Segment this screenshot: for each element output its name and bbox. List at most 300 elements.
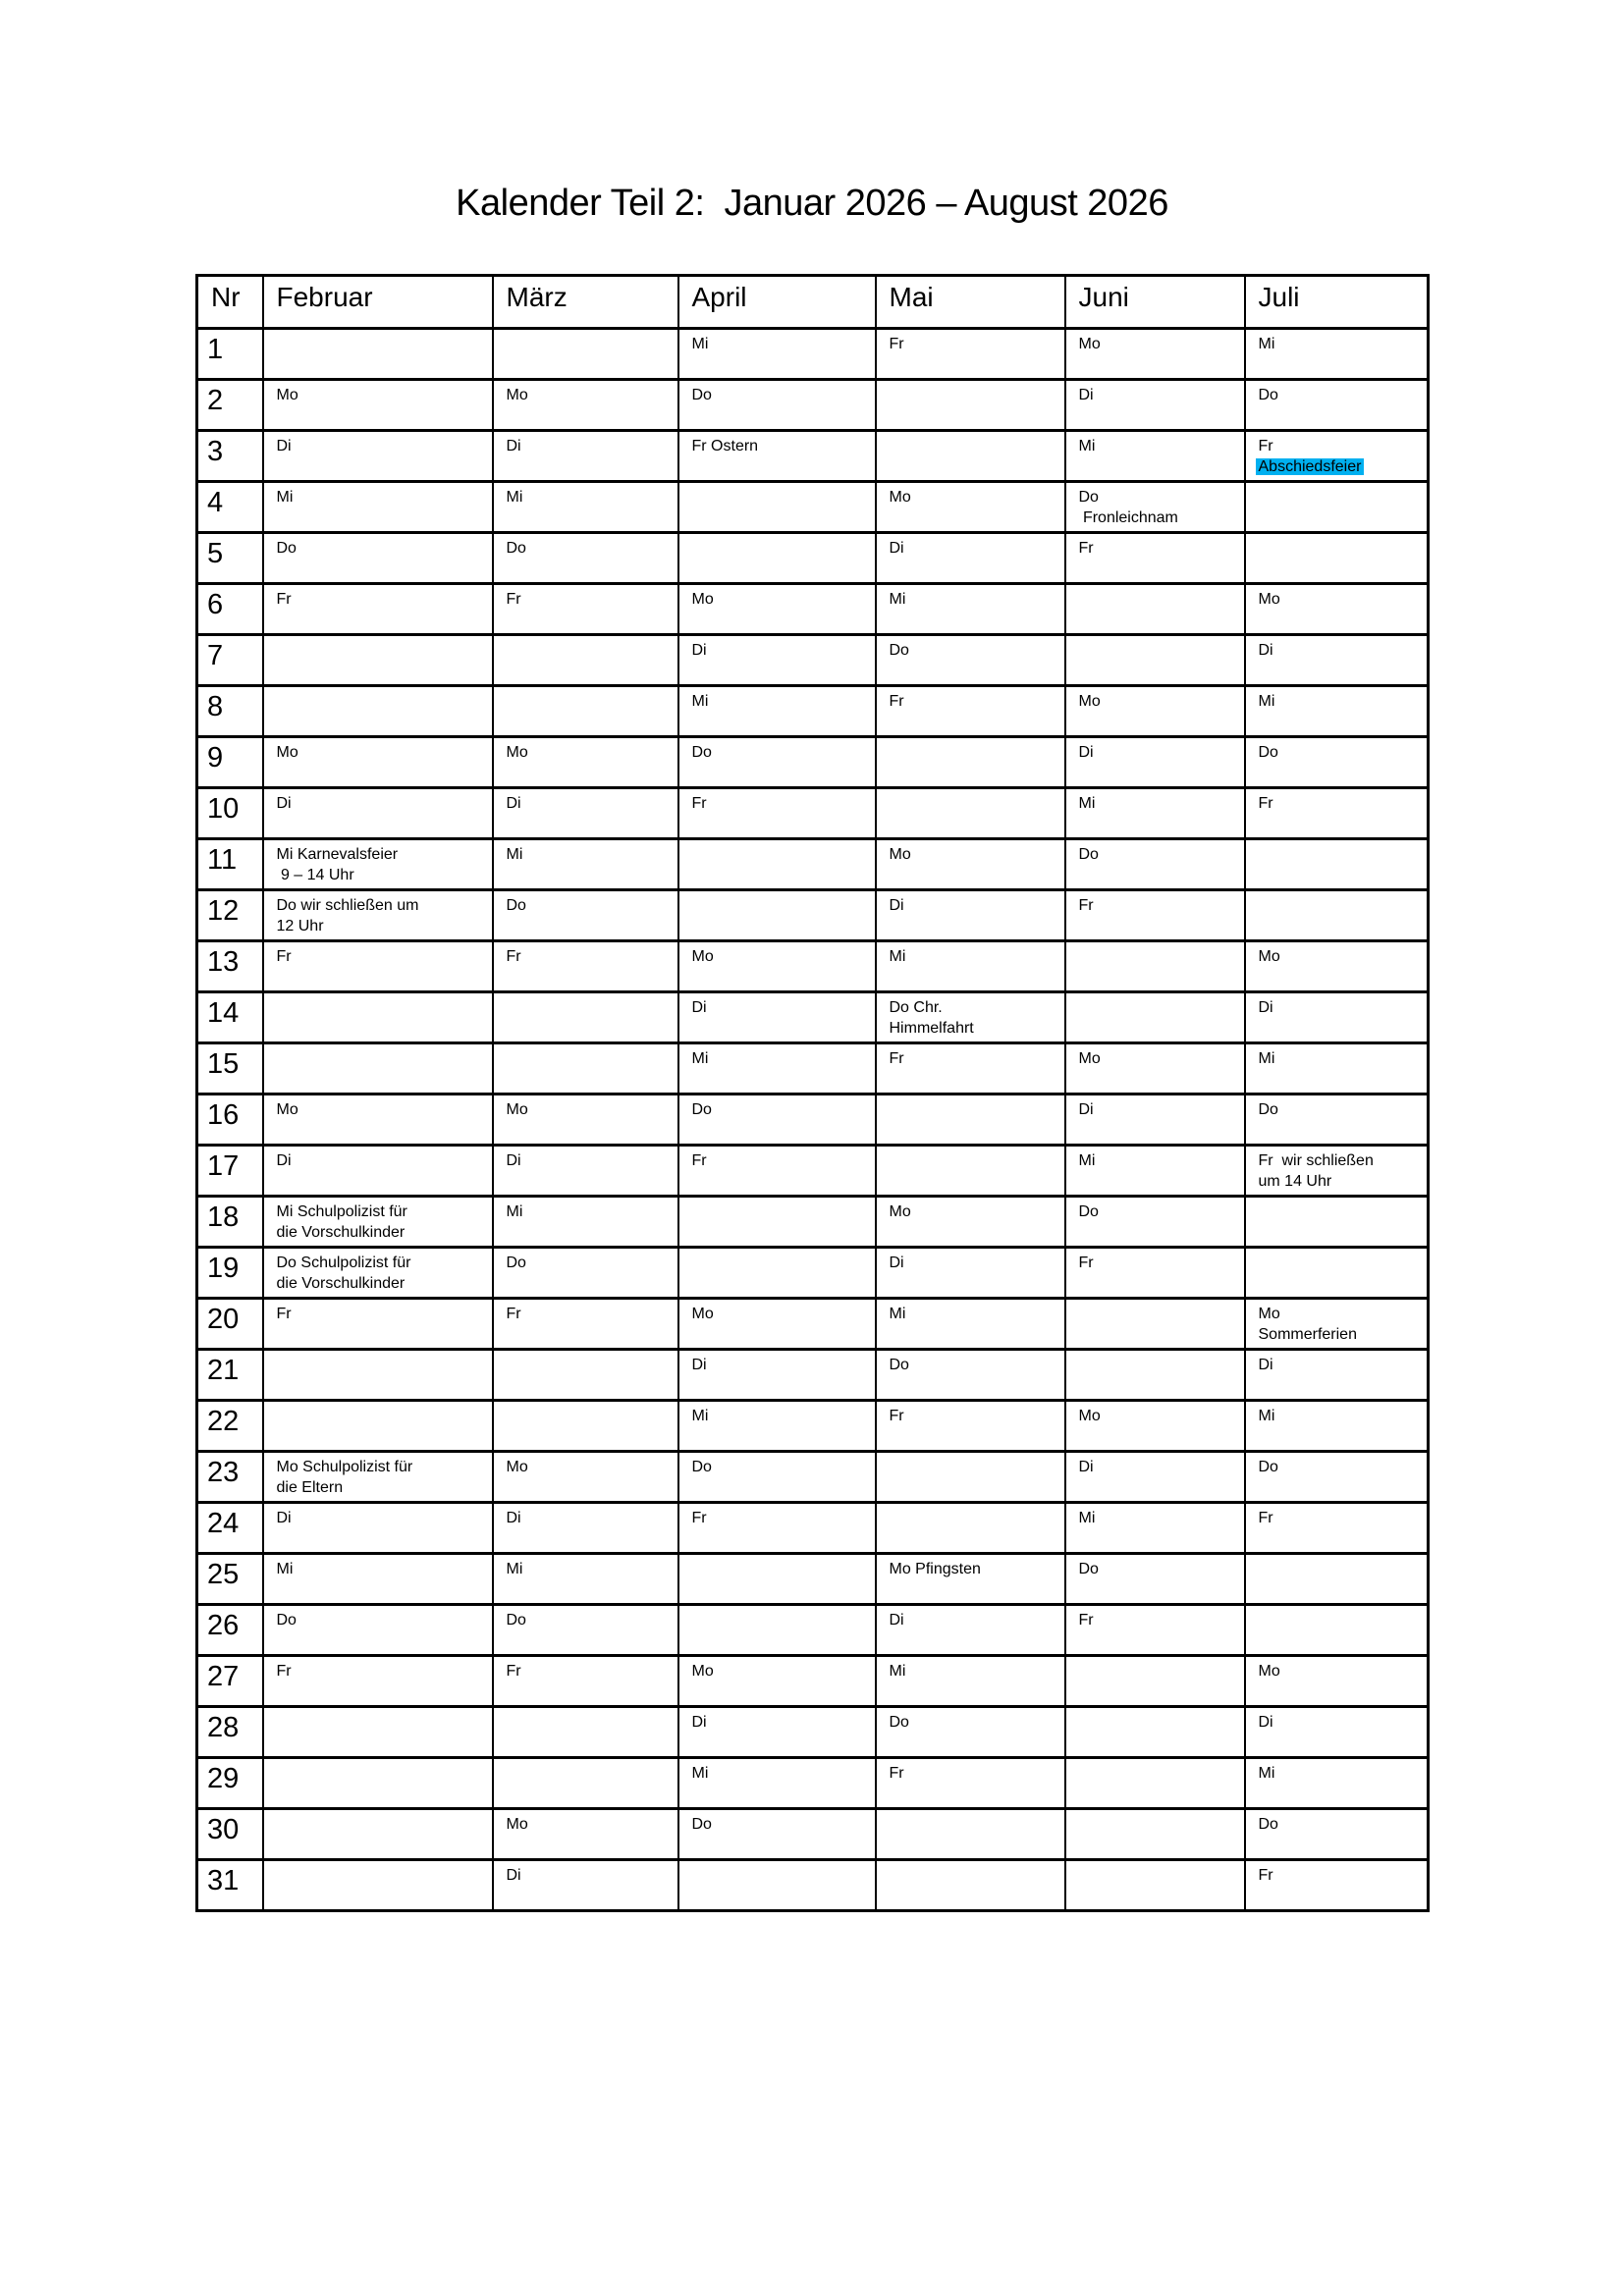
- day-cell-text: Mi: [1078, 438, 1096, 454]
- day-cell: [1065, 890, 1245, 941]
- day-cell: [876, 1248, 1065, 1299]
- day-cell: [1245, 1299, 1429, 1350]
- day-cell: [1065, 1095, 1245, 1146]
- day-cell-text: Di: [691, 642, 707, 659]
- table-row: [197, 1043, 1429, 1095]
- column-header-april: April: [678, 276, 876, 329]
- day-cell: [678, 431, 876, 482]
- day-cell: [1065, 1043, 1245, 1095]
- day-cell: [493, 482, 678, 533]
- day-cell-text: um 14 Uhr: [1258, 1173, 1332, 1190]
- day-cell: [678, 533, 876, 584]
- day-cell: [493, 890, 678, 941]
- day-cell: [1245, 788, 1429, 839]
- day-cell-text: Mi: [1258, 1408, 1275, 1424]
- day-cell-text: Do: [1258, 1101, 1278, 1118]
- day-cell-text: Mo: [506, 387, 528, 403]
- day-cell: [493, 431, 678, 482]
- day-cell: [1065, 1503, 1245, 1554]
- day-cell: [1065, 788, 1245, 839]
- day-cell-text: Do: [691, 387, 712, 403]
- row-number: 19: [197, 1248, 263, 1299]
- day-cell: [1245, 941, 1429, 992]
- day-cell: [678, 380, 876, 431]
- day-cell: [678, 839, 876, 890]
- day-cell: [678, 1095, 876, 1146]
- day-cell: [1245, 839, 1429, 890]
- day-cell-text: Di: [276, 1152, 292, 1169]
- column-header-maerz: März: [493, 276, 678, 329]
- day-cell-text: Mo Schulpolizist für: [276, 1459, 413, 1475]
- day-cell-text: Mi: [506, 1561, 523, 1577]
- day-cell: [493, 737, 678, 788]
- day-cell-text: Mo: [1078, 693, 1101, 710]
- column-header-mai: Mai: [876, 276, 1065, 329]
- day-cell-text: Do: [1258, 1459, 1278, 1475]
- day-cell: [1245, 431, 1429, 482]
- row-number: 6: [197, 584, 263, 635]
- row-number: 16: [197, 1095, 263, 1146]
- day-cell: [876, 1452, 1065, 1503]
- day-cell-text: Fr: [1258, 1510, 1273, 1526]
- day-cell: [1245, 1401, 1429, 1452]
- day-cell: [493, 1656, 678, 1707]
- day-cell: [263, 1299, 493, 1350]
- table-row: [197, 1605, 1429, 1656]
- day-cell-text: Mo: [276, 387, 298, 403]
- day-cell: [1065, 431, 1245, 482]
- day-cell-text: Mi: [276, 489, 294, 506]
- day-cell: [1065, 584, 1245, 635]
- day-cell: [1065, 737, 1245, 788]
- table-row: [197, 431, 1429, 482]
- day-cell: [1245, 890, 1429, 941]
- day-cell: [678, 1401, 876, 1452]
- day-cell-text: Fr: [276, 1663, 292, 1680]
- day-cell: [1065, 1248, 1245, 1299]
- day-cell-text: Di: [506, 1867, 521, 1884]
- day-cell: [678, 1350, 876, 1401]
- day-cell: [263, 1758, 493, 1809]
- day-cell-text: [1259, 456, 1426, 477]
- day-cell: [493, 1043, 678, 1095]
- day-cell-text: Mi: [691, 1050, 709, 1067]
- day-cell: [876, 329, 1065, 380]
- day-cell-text: Di: [1078, 744, 1094, 761]
- day-cell: [263, 686, 493, 737]
- day-cell: [1065, 1656, 1245, 1707]
- day-cell: [263, 941, 493, 992]
- table-row: [197, 686, 1429, 737]
- header-row: [197, 276, 1429, 329]
- page-title: Kalender Teil 2: Januar 2026 – August 2026: [456, 183, 1168, 224]
- day-cell: [678, 1554, 876, 1605]
- day-cell: [1245, 533, 1429, 584]
- day-cell: [493, 1452, 678, 1503]
- day-cell-text: Do: [1258, 744, 1278, 761]
- day-cell-text: Mo: [506, 1459, 528, 1475]
- day-cell-text: Sommerferien: [1258, 1326, 1357, 1343]
- column-header-februar: Februar: [263, 276, 493, 329]
- row-number: 1: [197, 329, 263, 380]
- day-cell: [1245, 686, 1429, 737]
- day-cell-text: Do: [691, 1101, 712, 1118]
- day-cell-text: Fr: [691, 795, 707, 812]
- day-cell: [263, 1248, 493, 1299]
- table-row: [197, 737, 1429, 788]
- day-cell: [493, 839, 678, 890]
- day-cell: [1245, 1860, 1429, 1911]
- day-cell-text: Mi Karnevalsfeier: [276, 846, 399, 863]
- day-cell-text: Fr: [1078, 1255, 1094, 1271]
- table-row: [197, 1095, 1429, 1146]
- day-cell: [876, 482, 1065, 533]
- day-cell: [876, 380, 1065, 431]
- day-cell: [493, 584, 678, 635]
- row-number: 9: [197, 737, 263, 788]
- day-cell: [1245, 329, 1429, 380]
- column-header-juli: Juli: [1245, 276, 1429, 329]
- day-cell-text: Mo: [889, 1203, 911, 1220]
- day-cell: [1245, 1503, 1429, 1554]
- day-cell-text: Di: [276, 795, 292, 812]
- table-row: [197, 1197, 1429, 1248]
- day-cell: [1065, 941, 1245, 992]
- day-cell: [678, 992, 876, 1043]
- day-cell: [678, 1809, 876, 1860]
- table-row: [197, 482, 1429, 533]
- row-number: 2: [197, 380, 263, 431]
- day-cell: [876, 941, 1065, 992]
- row-number: 17: [197, 1146, 263, 1197]
- day-cell-text: Mo: [1078, 1408, 1101, 1424]
- day-cell-text: Do: [889, 1714, 909, 1731]
- day-cell-text: Do: [506, 897, 526, 914]
- day-cell-text: Mi: [1258, 1765, 1275, 1782]
- row-number: 8: [197, 686, 263, 737]
- table-row: [197, 533, 1429, 584]
- day-cell: [493, 1605, 678, 1656]
- day-cell-text: Mi: [889, 591, 906, 608]
- day-cell-text: Mi: [691, 1765, 709, 1782]
- day-cell: [493, 941, 678, 992]
- day-cell: [876, 584, 1065, 635]
- day-cell: [678, 1503, 876, 1554]
- day-cell: [1245, 1043, 1429, 1095]
- day-cell-text: Do Schulpolizist für: [276, 1255, 411, 1271]
- table-row: [197, 1146, 1429, 1197]
- day-cell: [876, 635, 1065, 686]
- day-cell-text: Di: [276, 1510, 292, 1526]
- day-cell: [1065, 329, 1245, 380]
- day-cell: [876, 1043, 1065, 1095]
- day-cell-text: Do: [276, 540, 297, 557]
- day-cell-text: Di: [1258, 999, 1273, 1016]
- row-number: 13: [197, 941, 263, 992]
- day-cell: [1065, 533, 1245, 584]
- day-cell-text: Fr: [1078, 1612, 1094, 1629]
- table-row: [197, 839, 1429, 890]
- day-cell-text: Fr: [889, 1050, 904, 1067]
- day-cell: [493, 1707, 678, 1758]
- day-cell-text: Do: [506, 1612, 526, 1629]
- day-cell-text: Mi: [1258, 1050, 1275, 1067]
- day-cell: [1065, 1452, 1245, 1503]
- day-cell: [263, 1707, 493, 1758]
- day-cell: [493, 1248, 678, 1299]
- day-cell: [876, 1809, 1065, 1860]
- day-cell: [493, 635, 678, 686]
- table-row: [197, 890, 1429, 941]
- day-cell: [1065, 1809, 1245, 1860]
- day-cell: [876, 686, 1065, 737]
- row-number: 30: [197, 1809, 263, 1860]
- day-cell-text: Mi: [506, 1203, 523, 1220]
- table-row: [197, 1758, 1429, 1809]
- day-cell: [1245, 1758, 1429, 1809]
- day-cell: [263, 1554, 493, 1605]
- day-cell: [493, 1350, 678, 1401]
- day-cell-text: Mo: [1078, 1050, 1101, 1067]
- day-cell: [1065, 1350, 1245, 1401]
- day-cell-text: Fr: [506, 948, 521, 965]
- day-cell-text: Do: [889, 642, 909, 659]
- table-row: [197, 635, 1429, 686]
- day-cell: [263, 380, 493, 431]
- day-cell: [876, 533, 1065, 584]
- day-cell: [493, 686, 678, 737]
- day-cell: [493, 1299, 678, 1350]
- day-cell: [678, 1860, 876, 1911]
- day-cell-text: Fr: [1258, 438, 1273, 454]
- table-row: [197, 1452, 1429, 1503]
- day-cell-text: Mi: [691, 336, 709, 352]
- day-cell: [263, 329, 493, 380]
- day-cell: [876, 1095, 1065, 1146]
- day-cell: [1245, 584, 1429, 635]
- day-cell-text: Fr: [1258, 795, 1273, 812]
- row-number: 21: [197, 1350, 263, 1401]
- day-cell: [263, 533, 493, 584]
- day-cell: [876, 1605, 1065, 1656]
- day-cell: [1245, 1605, 1429, 1656]
- day-cell: [1245, 1809, 1429, 1860]
- day-cell: [263, 839, 493, 890]
- table-row: [197, 1656, 1429, 1707]
- day-cell: [678, 1758, 876, 1809]
- day-cell-text: Fr: [1078, 540, 1094, 557]
- day-cell: [1065, 1707, 1245, 1758]
- day-cell-text: Mo: [889, 489, 911, 506]
- day-cell: [493, 1758, 678, 1809]
- day-cell: [1245, 1146, 1429, 1197]
- day-cell-text: Di: [1258, 1714, 1273, 1731]
- day-cell-text: Fr: [276, 1306, 292, 1322]
- table-row: [197, 941, 1429, 992]
- day-cell-text: Mi: [889, 1306, 906, 1322]
- day-cell: [1065, 1299, 1245, 1350]
- day-cell-text: Di: [889, 540, 904, 557]
- day-cell: [678, 1656, 876, 1707]
- day-cell: [876, 737, 1065, 788]
- day-cell: [876, 1656, 1065, 1707]
- day-cell-text: Do: [691, 1816, 712, 1833]
- day-cell-text: Fr wir schließen: [1258, 1152, 1374, 1169]
- day-cell-text: die Vorschulkinder: [276, 1224, 406, 1241]
- day-cell: [493, 1809, 678, 1860]
- table-row: [197, 1503, 1429, 1554]
- day-cell: [493, 1146, 678, 1197]
- day-cell-text: Fr: [276, 591, 292, 608]
- day-cell: [1245, 1707, 1429, 1758]
- row-number: 23: [197, 1452, 263, 1503]
- day-cell: [1245, 737, 1429, 788]
- day-cell: [263, 584, 493, 635]
- day-cell-text: Di: [691, 1714, 707, 1731]
- day-cell: [1245, 1554, 1429, 1605]
- day-cell-text: Fr: [1078, 897, 1094, 914]
- day-cell-text: Mo: [1258, 948, 1280, 965]
- highlighted-text: Abschiedsfeier: [1256, 458, 1365, 475]
- day-cell: [1065, 380, 1245, 431]
- day-cell-text: Di: [276, 438, 292, 454]
- day-cell-text: Di: [889, 897, 904, 914]
- day-cell-text: Do: [276, 1612, 297, 1629]
- day-cell-text: Mo: [889, 846, 911, 863]
- row-number: 4: [197, 482, 263, 533]
- day-cell-text: Di: [506, 795, 521, 812]
- day-cell: [678, 329, 876, 380]
- day-cell-text: Do Chr.: [889, 999, 943, 1016]
- day-cell-text: Mi: [506, 489, 523, 506]
- day-cell-text: Di: [889, 1612, 904, 1629]
- day-cell-text: Mi: [1258, 336, 1275, 352]
- day-cell: [678, 890, 876, 941]
- row-number: 14: [197, 992, 263, 1043]
- day-cell: [876, 992, 1065, 1043]
- row-number: 7: [197, 635, 263, 686]
- row-number: 12: [197, 890, 263, 941]
- row-number: 25: [197, 1554, 263, 1605]
- day-cell: [678, 1043, 876, 1095]
- day-cell-text: Do: [506, 1255, 526, 1271]
- day-cell-text: Mi: [1078, 795, 1096, 812]
- day-cell: [263, 431, 493, 482]
- day-cell-text: Fr: [506, 1306, 521, 1322]
- day-cell: [678, 1197, 876, 1248]
- row-number: 28: [197, 1707, 263, 1758]
- row-number: 18: [197, 1197, 263, 1248]
- day-cell-text: Di: [506, 1152, 521, 1169]
- day-cell: [678, 1452, 876, 1503]
- day-cell: [1065, 1554, 1245, 1605]
- day-cell: [1245, 1350, 1429, 1401]
- row-number: 15: [197, 1043, 263, 1095]
- day-cell-text: Fr: [889, 1408, 904, 1424]
- calendar-table-body: [197, 329, 1429, 1911]
- day-cell: [493, 1503, 678, 1554]
- day-cell: [678, 1146, 876, 1197]
- day-cell: [1245, 635, 1429, 686]
- day-cell: [263, 1452, 493, 1503]
- day-cell-text: die Vorschulkinder: [276, 1275, 406, 1292]
- day-cell-text: Do: [1078, 1203, 1099, 1220]
- day-cell: [678, 584, 876, 635]
- table-row: [197, 380, 1429, 431]
- day-cell: [1245, 1452, 1429, 1503]
- day-cell: [1245, 1197, 1429, 1248]
- day-cell: [263, 1350, 493, 1401]
- day-cell: [263, 1197, 493, 1248]
- day-cell-text: Di: [889, 1255, 904, 1271]
- day-cell-text: Di: [691, 1357, 707, 1373]
- day-cell-text: Fronleichnam: [1078, 509, 1178, 526]
- day-cell: [493, 1860, 678, 1911]
- row-number: 24: [197, 1503, 263, 1554]
- day-cell: [263, 1043, 493, 1095]
- day-cell-text: Mi: [1078, 1152, 1096, 1169]
- day-cell: [876, 839, 1065, 890]
- row-number: 29: [197, 1758, 263, 1809]
- day-cell-text: Do: [1078, 1561, 1099, 1577]
- row-number: 3: [197, 431, 263, 482]
- day-cell: [678, 941, 876, 992]
- day-cell-text: Mo: [506, 744, 528, 761]
- day-cell: [876, 1146, 1065, 1197]
- day-cell: [493, 533, 678, 584]
- day-cell: [493, 1095, 678, 1146]
- table-row: [197, 1299, 1429, 1350]
- day-cell-text: Mo: [691, 1663, 714, 1680]
- day-cell: [678, 482, 876, 533]
- day-cell-text: Mo: [691, 948, 714, 965]
- day-cell: [678, 1605, 876, 1656]
- day-cell: [263, 1095, 493, 1146]
- day-cell-text: Mo: [1258, 1663, 1280, 1680]
- table-row: [197, 1707, 1429, 1758]
- row-number: 11: [197, 839, 263, 890]
- table-row: [197, 1350, 1429, 1401]
- day-cell: [876, 1299, 1065, 1350]
- day-cell-text: Do: [1078, 489, 1099, 506]
- day-cell: [1065, 482, 1245, 533]
- table-row: [197, 1860, 1429, 1911]
- row-number: 5: [197, 533, 263, 584]
- day-cell: [678, 737, 876, 788]
- day-cell: [263, 1503, 493, 1554]
- day-cell: [493, 1197, 678, 1248]
- day-cell: [1065, 992, 1245, 1043]
- table-row: [197, 788, 1429, 839]
- day-cell-text: Di: [506, 438, 521, 454]
- day-cell: [493, 380, 678, 431]
- day-cell: [493, 992, 678, 1043]
- day-cell-text: Mo: [1258, 591, 1280, 608]
- day-cell: [876, 1401, 1065, 1452]
- day-cell: [263, 1656, 493, 1707]
- day-cell: [1065, 635, 1245, 686]
- row-number: 27: [197, 1656, 263, 1707]
- day-cell-text: Di: [1078, 1459, 1094, 1475]
- day-cell-text: Mi: [506, 846, 523, 863]
- day-cell-text: Do: [889, 1357, 909, 1373]
- day-cell-text: Do: [691, 1459, 712, 1475]
- day-cell: [1065, 686, 1245, 737]
- column-header-juni: Juni: [1065, 276, 1245, 329]
- day-cell-text: Mo: [276, 1101, 298, 1118]
- day-cell-text: Fr: [889, 693, 904, 710]
- day-cell-text: Fr: [1258, 1867, 1273, 1884]
